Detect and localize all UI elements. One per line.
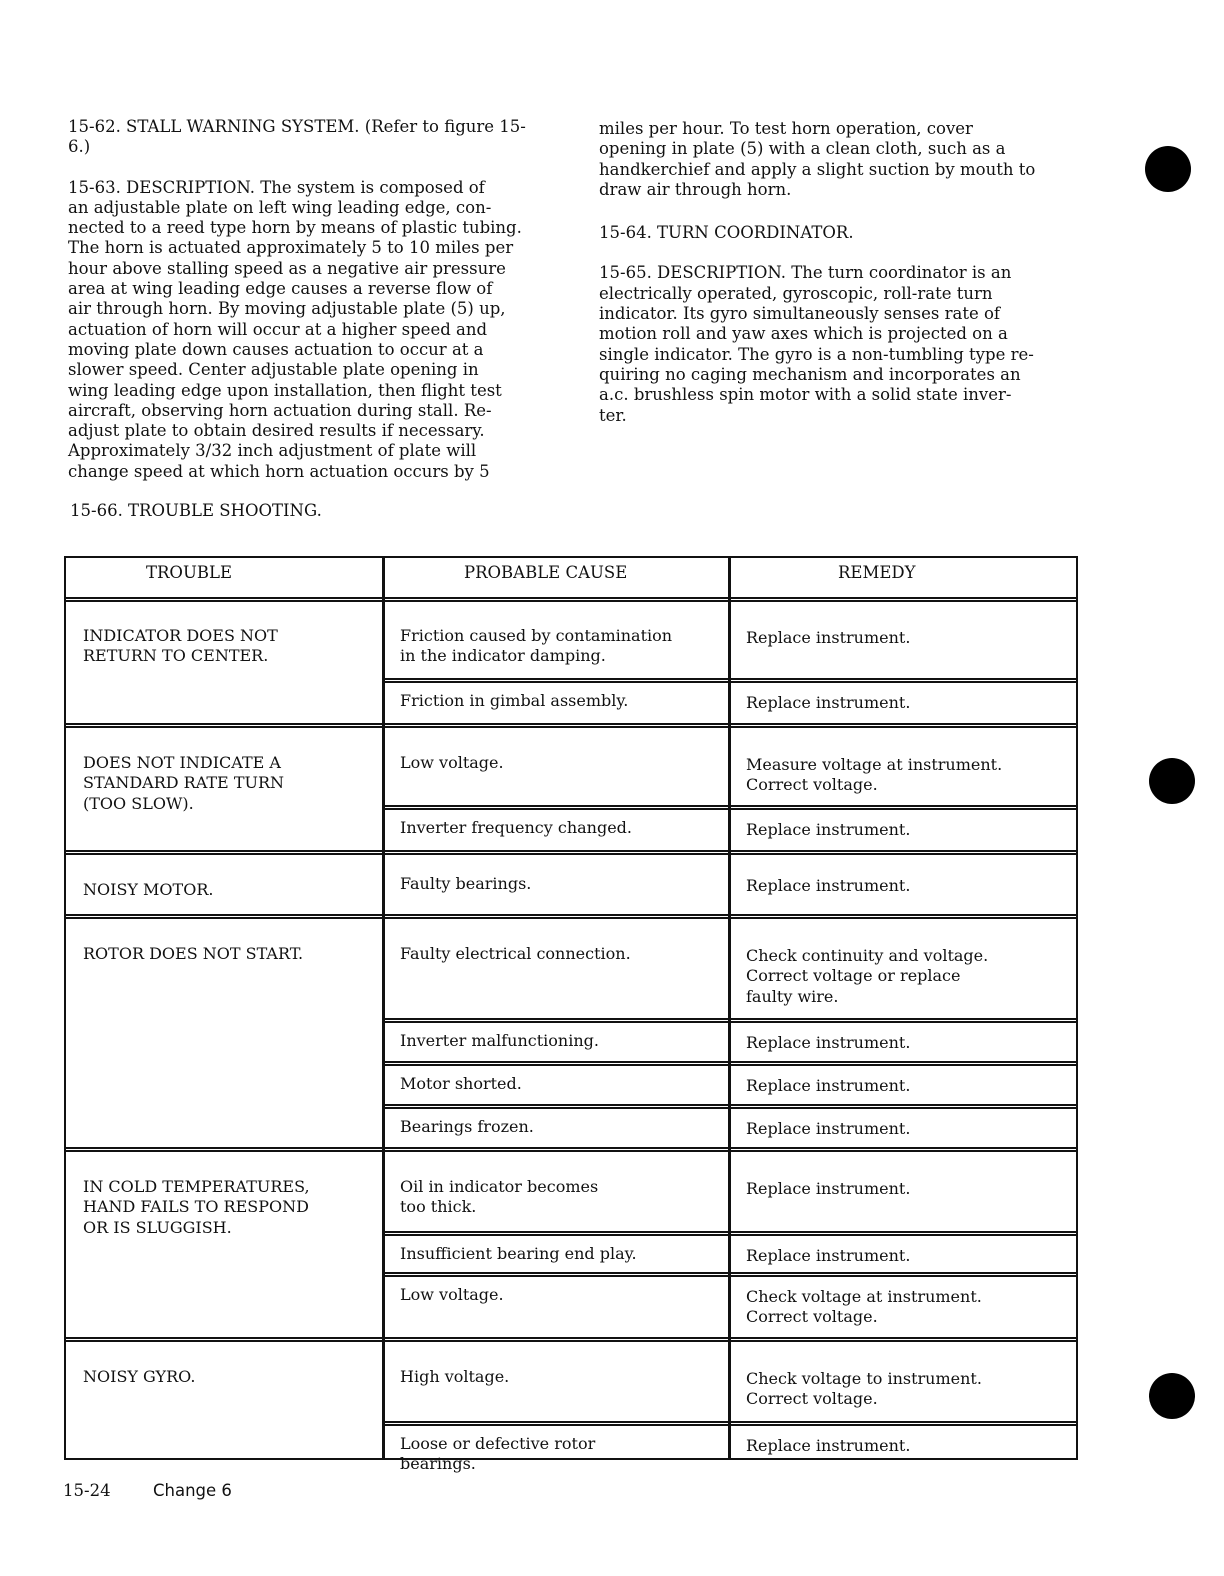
remedy-cell-line: Replace instrument. — [746, 1076, 911, 1095]
remedy-cell — [746, 628, 910, 648]
trouble-cell — [83, 753, 284, 814]
table-rule — [382, 1021, 1076, 1023]
cause-cell-line: Faulty electrical connection. — [400, 944, 631, 963]
trouble-cell-line: INDICATOR DOES NOT — [83, 626, 278, 645]
text-line: handkerchief and apply a slight suction by mouth to — [599, 159, 1036, 179]
trouble-cell — [83, 626, 278, 667]
remedy-cell — [746, 876, 910, 896]
text-line: opening in plate (5) with a clean cloth, such as a — [599, 139, 1006, 159]
table-rule — [66, 1147, 1076, 1149]
table-rule — [382, 1231, 1076, 1233]
table-rule — [66, 726, 1076, 728]
remedy-cell — [746, 755, 1002, 796]
cause-cell-line: Motor shorted. — [400, 1074, 522, 1093]
text-line: slower speed. Center adjustable plate opening in — [68, 360, 479, 380]
remedy-cell-line: Check voltage to instrument. — [746, 1369, 982, 1388]
remedy-cell-line: Replace instrument. — [746, 1246, 911, 1265]
cause-cell-line: bearings. — [400, 1454, 476, 1474]
cause-cell — [400, 1244, 637, 1264]
trouble-cell-line: NOISY MOTOR. — [83, 880, 214, 899]
cause-cell — [400, 1285, 504, 1305]
table-rule — [382, 1272, 1076, 1274]
cause-cell — [400, 1177, 598, 1218]
table-rule — [382, 1275, 1076, 1277]
text-line: moving plate down causes actuation to occur at a — [68, 339, 484, 359]
binder-hole-middle — [1149, 758, 1195, 804]
trouble-cell — [83, 1177, 310, 1238]
cause-cell — [400, 626, 672, 667]
remedy-cell — [746, 1287, 982, 1328]
trouble-cell-line: OR IS SLUGGISH. — [83, 1217, 232, 1237]
text-line: change speed at which horn actuation occurs by 5 — [68, 461, 490, 481]
text-line: draw air through horn. — [599, 179, 792, 199]
cause-cell-line: Friction in gimbal assembly. — [400, 691, 629, 710]
text-line: a.c. brushless spin motor with a solid state inver- — [599, 385, 1012, 405]
binder-hole-bottom — [1149, 1373, 1195, 1419]
text-line: motion roll and yaw axes which is projected on a — [599, 324, 1008, 344]
remedy-cell — [746, 1076, 910, 1096]
cause-cell — [400, 691, 628, 711]
remedy-cell-line: Correct voltage. — [746, 775, 878, 795]
remedy-cell — [746, 1119, 910, 1139]
table-rule — [382, 1421, 1076, 1423]
cause-cell-line: Bearings frozen. — [400, 1117, 534, 1136]
remedy-cell-line: Replace instrument. — [746, 1033, 911, 1052]
column-header: REMEDY — [838, 563, 916, 582]
table-rule — [382, 1107, 1076, 1109]
cause-cell — [400, 944, 631, 964]
table-rule — [66, 850, 1076, 852]
trouble-cell-line: HAND FAILS TO RESPOND — [83, 1197, 309, 1217]
trouble-cell-line: STANDARD RATE TURN — [83, 773, 285, 793]
cause-cell — [400, 1074, 522, 1094]
table-rule — [382, 1018, 1076, 1020]
left-column — [68, 117, 560, 482]
binder-hole-top — [1145, 146, 1191, 192]
cause-cell-line: Inverter frequency changed. — [400, 818, 633, 837]
remedy-cell-line: Replace instrument. — [746, 1436, 911, 1455]
table-rule — [66, 914, 1076, 916]
text-line: single indicator. The gyro is a non-tumbling type re- — [599, 344, 1034, 364]
remedy-cell-line: Measure voltage at instrument. — [746, 755, 1003, 774]
table-rule — [66, 853, 1076, 855]
section-15-63-text — [68, 178, 560, 482]
text-line: miles per hour. To test horn operation, cover — [599, 119, 973, 138]
section-15-65-text — [599, 263, 1099, 425]
section-15-62-heading: 15-62. STALL WARNING SYSTEM. (Refer to figure 15-6.) — [68, 117, 526, 157]
table-rule — [382, 678, 1076, 680]
table-rule — [66, 597, 1076, 599]
right-column — [599, 119, 1099, 426]
table-rule — [382, 808, 1076, 810]
cause-cell-line: Loose or defective rotor — [400, 1434, 596, 1453]
table-rule — [66, 1340, 1076, 1342]
table-rule — [382, 681, 1076, 683]
text-line: adjust plate to obtain desired results if necessary. — [68, 421, 485, 441]
remedy-cell — [746, 1369, 982, 1410]
remedy-cell-line: Replace instrument. — [746, 693, 911, 712]
table-rule — [382, 1104, 1076, 1106]
section-15-66-heading: 15-66. TROUBLE SHOOTING. — [70, 501, 322, 520]
trouble-cell-line: NOISY GYRO. — [83, 1367, 196, 1386]
table-rule — [382, 558, 385, 1458]
table-rule — [382, 1234, 1076, 1236]
cause-cell — [400, 818, 632, 838]
column-header: TROUBLE — [146, 563, 232, 582]
table-rule — [66, 600, 1076, 602]
remedy-cell — [746, 1179, 910, 1199]
remedy-cell-line: Replace instrument. — [746, 876, 911, 895]
text-line: ter. — [599, 405, 627, 425]
text-line: Approximately 3/32 inch adjustment of plate will — [68, 441, 477, 461]
text-line: hour above stalling speed as a negative air pressure — [68, 258, 506, 278]
table-rule — [66, 1337, 1076, 1339]
cause-cell-line: Friction caused by contamination — [400, 626, 673, 645]
text-line: quiring no caging mechanism and incorporates an — [599, 364, 1021, 384]
trouble-cell — [83, 944, 303, 964]
section-15-64-heading: 15-64. TURN COORDINATOR. — [599, 223, 854, 243]
remedy-cell-line: Correct voltage. — [746, 1307, 878, 1327]
remedy-cell-line: faulty wire. — [746, 986, 839, 1006]
cause-cell-line: Low voltage. — [400, 1285, 504, 1304]
remedy-cell-line: Correct voltage. — [746, 1389, 878, 1409]
remedy-cell — [746, 946, 988, 1007]
trouble-cell-line: (TOO SLOW). — [83, 793, 194, 813]
table-rule — [728, 558, 731, 1458]
cause-cell-line: Faulty bearings. — [400, 874, 532, 893]
text-line: actuation of horn will occur at a higher speed and — [68, 319, 488, 339]
text-line: indicator. Its gyro simultaneously senses rate of — [599, 304, 1000, 324]
trouble-cell-line: IN COLD TEMPERATURES, — [83, 1177, 310, 1196]
trouble-cell — [83, 880, 213, 900]
cause-cell — [400, 753, 504, 773]
table-rule — [66, 723, 1076, 725]
remedy-cell-line: Check voltage at instrument. — [746, 1287, 982, 1306]
text-line: aircraft, observing horn actuation during stall. Re- — [68, 400, 492, 420]
cause-cell — [400, 1031, 599, 1051]
table-rule — [382, 1061, 1076, 1063]
cause-cell-line: Inverter malfunctioning. — [400, 1031, 599, 1050]
text-line: 15-63. DESCRIPTION. The system is composed of — [68, 177, 485, 197]
cause-cell-line: High voltage. — [400, 1367, 510, 1386]
text-line: electrically operated, gyroscopic, roll-rate turn — [599, 283, 993, 303]
table-rule — [66, 1150, 1076, 1152]
remedy-cell-line: Replace instrument. — [746, 820, 911, 839]
cause-cell-line: Low voltage. — [400, 753, 504, 772]
remedy-cell — [746, 1436, 910, 1456]
trouble-cell-line: RETURN TO CENTER. — [83, 646, 269, 666]
trouble-cell-line: ROTOR DOES NOT START. — [83, 944, 304, 963]
page-number: 15-24 — [63, 1481, 111, 1500]
cause-cell-line: too thick. — [400, 1197, 477, 1217]
text-line: The horn is actuated approximately 5 to 10 miles per — [68, 238, 514, 258]
remedy-cell-line: Replace instrument. — [746, 1179, 911, 1198]
table-rule — [382, 1064, 1076, 1066]
table-rule — [382, 1424, 1076, 1426]
remedy-cell — [746, 1246, 910, 1266]
remedy-cell-line: Correct voltage or replace — [746, 966, 961, 986]
text-line: air through horn. By moving adjustable plate (5) up, — [68, 299, 506, 319]
text-line: nected to a reed type horn by means of plastic tubing. — [68, 218, 522, 238]
table-rule — [66, 917, 1076, 919]
remedy-cell-line: Replace instrument. — [746, 628, 911, 647]
text-line: 15-65. DESCRIPTION. The turn coordinator is an — [599, 263, 1012, 283]
cause-cell-line: Oil in indicator becomes — [400, 1177, 599, 1196]
table-rule — [382, 805, 1076, 807]
remedy-cell — [746, 1033, 910, 1053]
remedy-cell-line: Replace instrument. — [746, 1119, 911, 1138]
column-header: PROBABLE CAUSE — [464, 563, 628, 582]
change-number: Change 6 — [153, 1481, 232, 1500]
remedy-cell — [746, 693, 910, 713]
text-line: wing leading edge upon installation, then flight test — [68, 380, 502, 400]
troubleshooting-table — [64, 556, 1078, 1474]
cause-cell-line: Insufficient bearing end play. — [400, 1244, 637, 1263]
text-line: area at wing leading edge causes a reverse flow of — [68, 279, 493, 299]
remedy-cell-line: Check continuity and voltage. — [746, 946, 989, 965]
cause-cell — [400, 1117, 534, 1137]
cause-cell-line: in the indicator damping. — [400, 646, 606, 666]
cause-cell — [400, 1434, 595, 1475]
text-line: an adjustable plate on left wing leading edge, con- — [68, 197, 492, 217]
section-15-63-continuation — [599, 119, 1099, 200]
trouble-cell-line: DOES NOT INDICATE A — [83, 753, 281, 772]
remedy-cell — [746, 820, 910, 840]
trouble-cell — [83, 1367, 195, 1387]
cause-cell — [400, 1367, 509, 1387]
cause-cell — [400, 874, 531, 894]
